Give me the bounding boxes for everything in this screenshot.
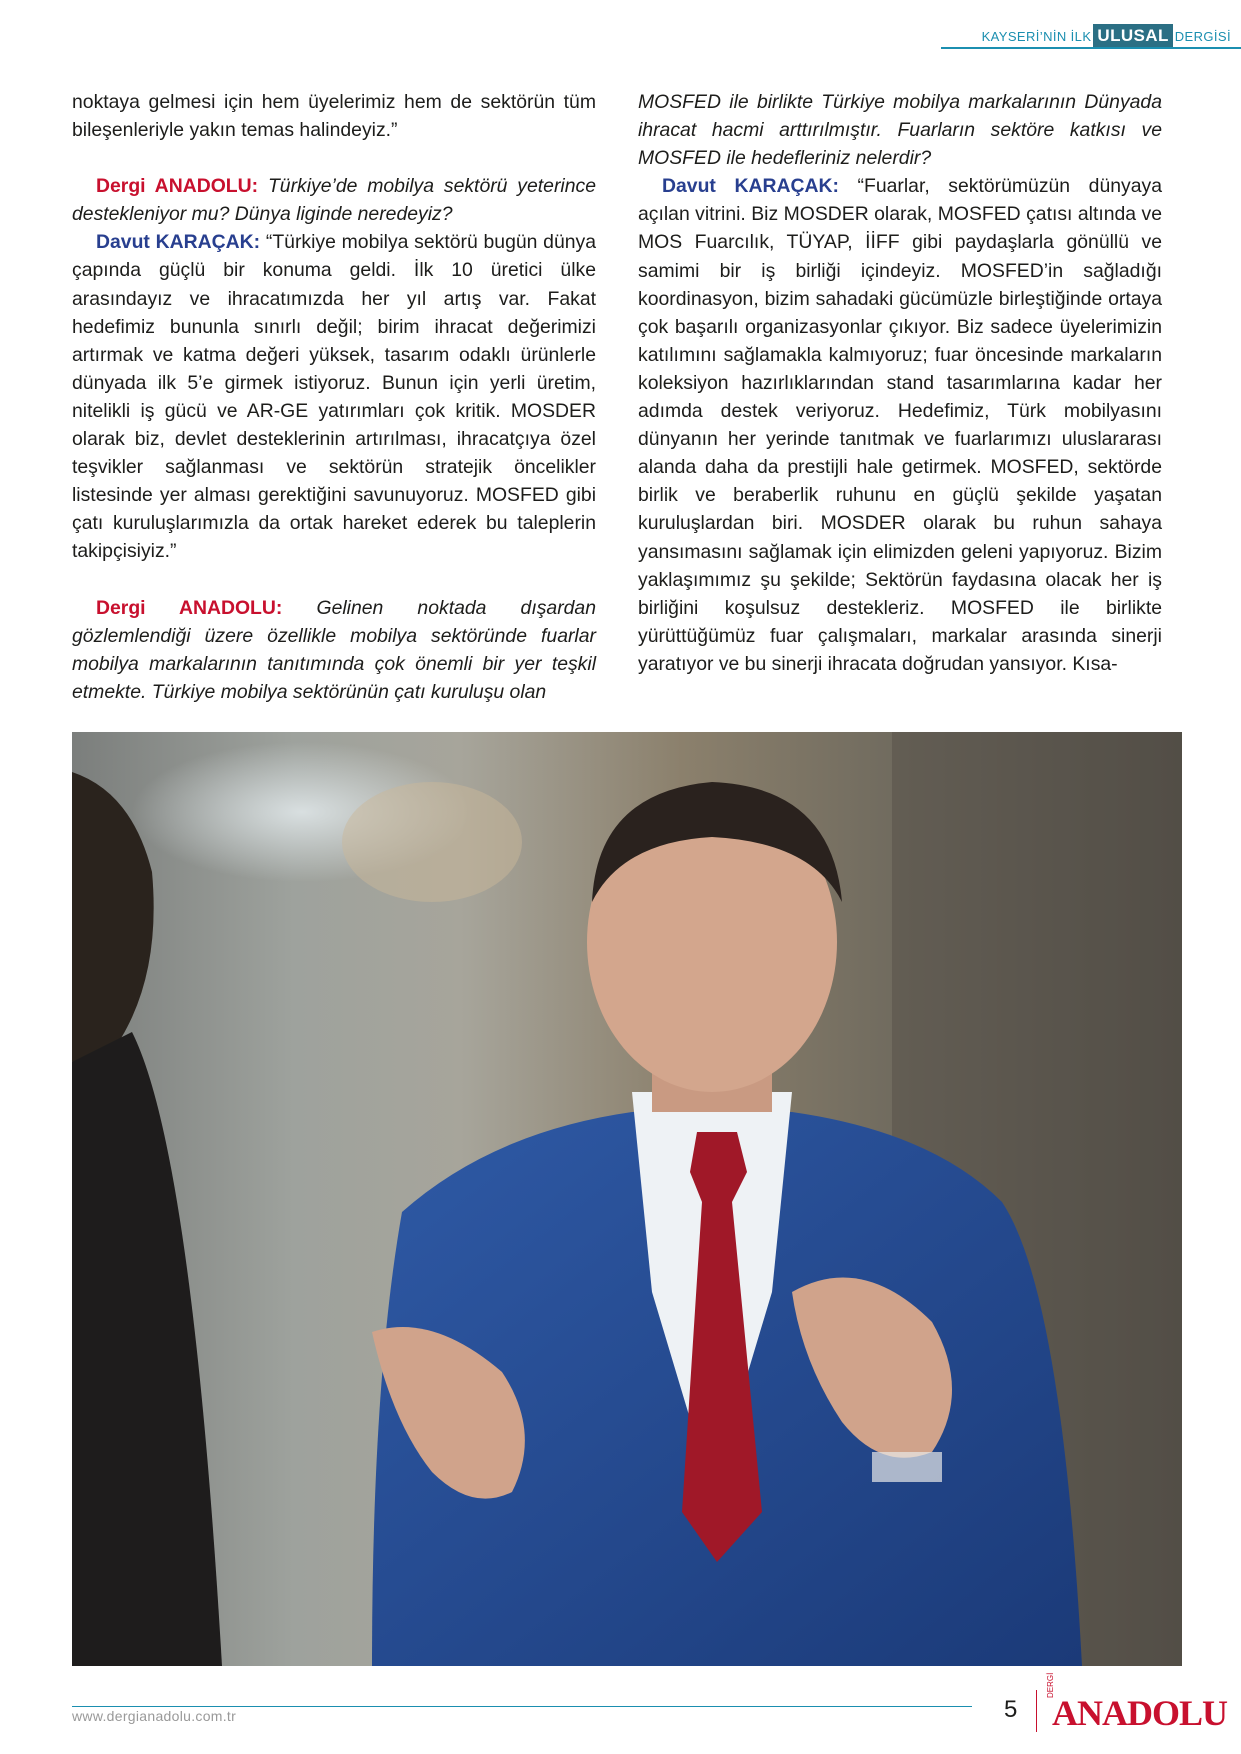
page-number: 5 — [1004, 1696, 1018, 1723]
header-text — [982, 26, 1231, 46]
question-1 — [72, 172, 596, 228]
interviewee-label: Davut KARAÇAK: — [662, 175, 839, 198]
footer-url: www.dergianadolu.com.tr — [72, 1708, 237, 1724]
question-2-continued: MOSFED ile birlikte Türkiye mobilya markalarının Dünyada ihracat hacmi arttırılmıştır. Fuarların sektöre katkısı ve MOSFED ile hedefleriniz nelerdir? — [638, 91, 1162, 170]
interviewer-label: Dergi ANADOLU: — [96, 175, 259, 198]
header-post: DERGİSİ — [1174, 29, 1231, 44]
question-text: Türkiye’de mobilya sektörü yeterince destekleniyor mu? Dünya liginde neredeyiz? — [72, 175, 596, 226]
answer-2 — [638, 172, 1162, 678]
logo-prefix: DERGİ — [1046, 1672, 1055, 1698]
interviewer-label: Dergi ANADOLU: — [96, 596, 283, 619]
right-column — [638, 88, 1162, 678]
paragraph: noktaya gelmesi için hem üyelerimiz hem de sektörün tüm bileşenleriyle yakın temas halindeyiz.” — [72, 91, 596, 142]
header-rule — [941, 47, 1241, 49]
left-column — [72, 88, 596, 706]
header-strong: ULUSAL — [1093, 24, 1172, 47]
question-2 — [72, 594, 596, 706]
question-text: Gelinen noktada dışardan gözlemlendiği üzere özellikle mobilya sektöründe fuarlar mobilya markalarının tanıtımında çok önemli bir yer teşkil etmekte. Türkiye mobilya sektörünün çatı kuruluşu olan — [72, 596, 597, 703]
footer-rule — [72, 1706, 972, 1707]
interviewee-label: Davut KARAÇAK: — [96, 231, 261, 254]
photo-illustration — [72, 732, 1182, 1666]
answer-text: “Türkiye mobilya sektörü bugün dünya çapında güçlü bir konuma geldi. İlk 10 üretici ülke arasındayız ve ihracatımızda her yıl artış var. Fakat hedefimiz bununla sınırlı değil; birim ihracat değerimizi artırmak ve katma değeri yüksek, tasarım odaklı ürünlerle dünyada ilk 5’e girmek istiyoruz. Bunun için yerli üretim, nitelikli iş gücü ve AR-GE yatırımları çok kritik. MOSDER olarak biz, devlet desteklerinin artırılması, ihracatçıya özel teşvikler sağlanması ve sektörün stratejik öncelikler listesinde yer alması gerektiğini savunuyoruz. MOSFED gibi çatı kuruluşlarımızla da ortak hareket ederek bu taleplerin takipçisiyiz.” — [72, 231, 597, 563]
answer-1 — [72, 228, 596, 565]
answer-text: “Fuarlar, sektörümüzün dünyaya açılan vitrini. Biz MOSDER olarak, MOSFED çatısı altında ve MOS Fuarcılık, TÜYAP, İİFF gibi paydaşlarla gönüllü ve samimi bir iş birliği içindeyiz. MOSFED’in sağladığı koordinasyon, bizim sahadaki gücümüzle birleştiğinde ortaya çok başarılı organizasyonlar çıkıyor. Biz sadece üyelerimizin katılımını sağlamakla kalmıyoruz; fuar öncesinde markaların koleksiyon hazırlıklarından stand tasarımlarına kadar her adımda destek veriyoruz. Hedefimiz, Türk mobilyasını dünyanın her yerinde tanıtmak ve fuarlarımızı uluslararası alanda daha da prestijli hale getirmek. MOSFED, sektörde birlik ve beraberlik ruhunu en güçlü şekilde yaşatan kuruluşlardan biri. MOSDER olarak bu ruhun sahaya yansımasını sağlamak için elimizden geleni yapıyoruz. Bizim yaklaşımımız şu şekilde; Sektörün faydasına olacak her iş birliğini koşulsuz destekleriz. MOSFED ile birlikte yürüttüğümüz fuar çalışmaları, markalar arasında sinerji yaratıyor ve bu sinerji ihracata doğrudan yansıyor. Kısa- — [638, 175, 1162, 675]
header-pre: KAYSERİ’NİN İLK — [981, 29, 1092, 44]
magazine-logo: ANADOLU — [1052, 1693, 1228, 1733]
interview-photo — [72, 732, 1182, 1666]
running-header — [941, 22, 1241, 52]
logo-separator — [1036, 1690, 1037, 1732]
